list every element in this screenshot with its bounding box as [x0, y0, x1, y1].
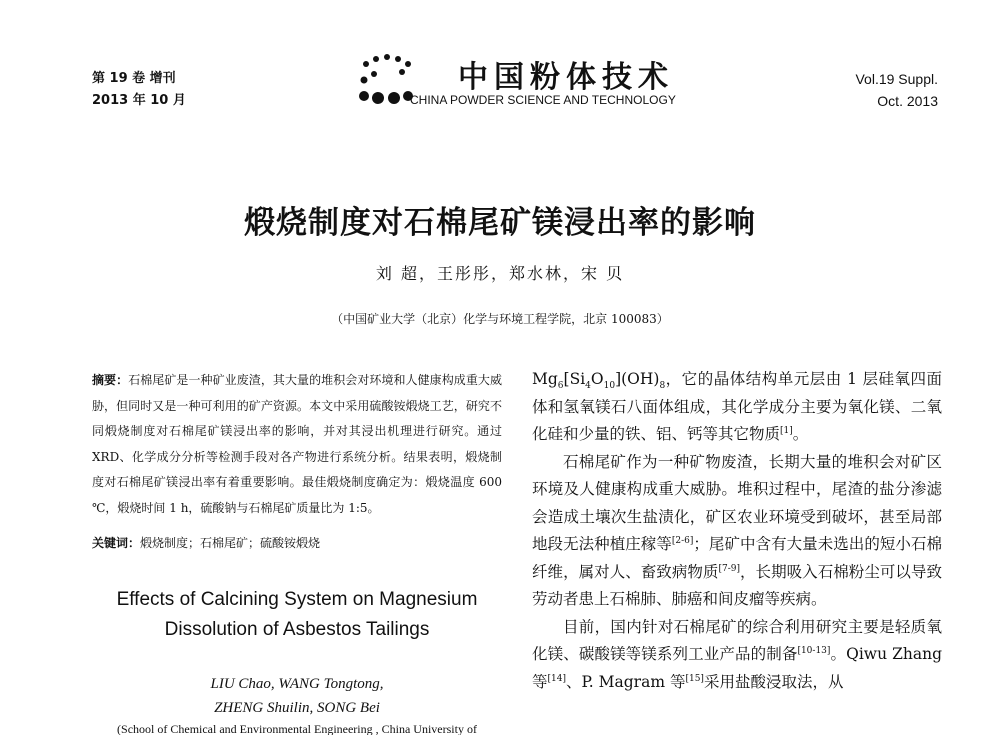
paper-title: 煅烧制度对石棉尾矿镁浸出率的影响 [244, 205, 756, 241]
citation[interactable]: [7-9] [718, 563, 740, 574]
body-text-run: ；尾矿中含有大量未选出的短小石棉纤维，属对人、畜致病物质 [532, 535, 942, 581]
english-authors-line1: LIU Chao, WANG Tongtong, [210, 676, 384, 692]
body-text-run: 采用盐酸浸取法，从 [703, 672, 844, 691]
body-text-run: 目前，国内针对石棉尾矿的综合利用研究主要是轻质氧化镁、碳酸镁等镁系列工业产品的制备 [532, 617, 942, 663]
formula-part: Mg [532, 370, 558, 388]
citation[interactable]: [1] [780, 425, 793, 436]
header-left [92, 68, 186, 112]
body-text-run: 石棉尾矿作为一种矿物废渣，长期大量的堆积会对矿区环境及人健康构成重大威胁。堆积过程中，尾渣的盐分渗滤会造成土壤次生盐渍化，矿区农业环境受到破坏，甚至局部地段无法种植庄稼等 [532, 452, 942, 553]
body-text-run: 。 [792, 425, 809, 443]
date-en: Oct. 2013 [877, 93, 938, 109]
header-right [855, 68, 938, 112]
body-paragraph-3 [532, 614, 942, 697]
paper-authors: 刘 超，王彤彤，郑水林，宋 贝 [375, 264, 625, 283]
journal-name-en: CHINA POWDER SCIENCE AND TECHNOLOGY [410, 93, 676, 107]
formula-sub: 8 [659, 381, 666, 392]
citation[interactable]: [14] [547, 673, 566, 684]
citation[interactable]: [10-13] [797, 645, 831, 656]
paper-affiliation: （中国矿业大学（北京）化学与环境工程学院，北京 100083） [331, 312, 669, 326]
body-text-run: ，长期吸入石棉粉尘可以导致劳动者患上石棉肺、肺癌和间皮瘤等疾病。 [532, 562, 942, 608]
abstract-text: 石棉尾矿是一种矿业废渣，其大量的堆积会对环境和人健康构成重大威胁，但同时又是一种可利用的矿产资源。本文中采用硫酸铵煅烧工艺，研究不同煅烧制度对石棉尾矿镁浸出率的影响，并对其浸出机理进行研究。通过 XRD、化学成分分析等检测手段对各产物进行系统分析。结果表明，煅烧制度对石棉尾矿镁浸出率有着重要影响。最佳煅烧制度确定为：煅烧温度 600 ℃，煅烧时间 1 h，硫酸钠与石棉尾矿质量比为 1:5。 [92, 373, 502, 515]
keywords-text: 煅烧制度；石棉尾矿；硫酸铵煅烧 [140, 536, 321, 550]
body-text-run: 、P. Magram 等 [566, 672, 686, 691]
body-paragraph-1 [532, 366, 942, 449]
body-text-run: 。Qiwu Zhang 等 [532, 645, 942, 691]
body-text-run: ，它的晶体结构单元层由 1 层硅氧四面体和氢氧镁石八面体组成，其化学成分主要为氧化镁、二氧化硅和少量的铁、铝、钙等其它物质 [532, 370, 942, 443]
formula-part: ](OH) [615, 370, 660, 388]
english-title [92, 585, 502, 645]
english-authors-line2: ZHENG Shuilin, SONG Bei [214, 700, 380, 716]
body-paragraph-2 [532, 449, 942, 614]
keywords [92, 534, 502, 551]
formula-part: [Si [563, 370, 586, 388]
formula-sub: 4 [585, 381, 591, 392]
english-title-line2: Dissolution of Asbestos Tailings [164, 619, 430, 640]
formula-sub: 10 [603, 381, 616, 392]
formula [532, 370, 666, 392]
english-authors [92, 672, 502, 720]
date-cn: 2013 年 10 月 [92, 93, 186, 108]
citation[interactable]: [15] [685, 673, 704, 684]
english-affiliation: (School of Chemical and Environmental Engineering , China University of [117, 722, 477, 735]
english-title-line1: Effects of Calcining System on Magnesium [116, 589, 478, 610]
abstract-label: 摘要： [92, 373, 129, 387]
formula-sub: 6 [557, 381, 564, 392]
volume-cn: 第 19 卷 增刊 [92, 71, 176, 86]
journal-name-cn: 中国粉体技术 [458, 60, 674, 95]
keywords-label: 关键词： [92, 536, 141, 550]
volume-en: Vol.19 Suppl. [855, 71, 938, 87]
body-text [532, 366, 942, 696]
abstract [92, 368, 502, 521]
formula-part: O [590, 370, 604, 388]
citation[interactable]: [2-6] [671, 535, 694, 546]
